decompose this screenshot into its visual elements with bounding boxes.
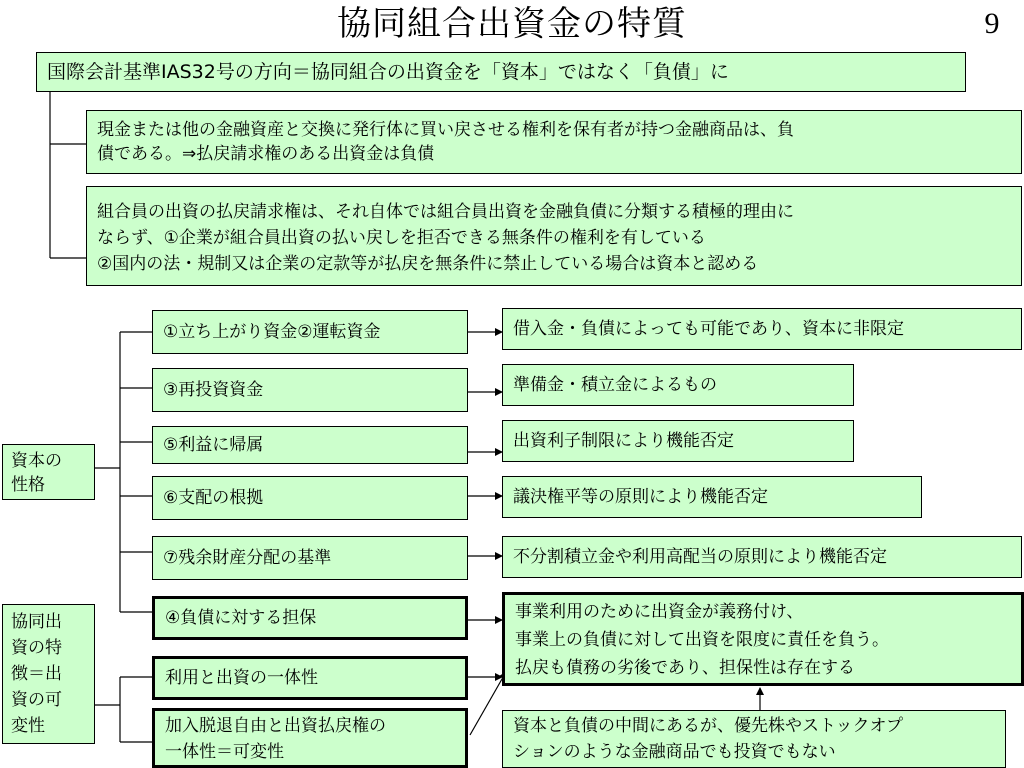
factor-box-control [152, 476, 468, 520]
factor-box-use-investment [152, 656, 468, 700]
result-label: 不分割積立金や利用高配当の原則により機能否定 [513, 547, 887, 567]
ias-header-text: 国際会計基準IAS32号の方向＝協同組合の出資金を「資本」ではなく「負債」に [47, 61, 729, 83]
ias-note-2-box [86, 186, 1022, 286]
ias-note-1-box [86, 110, 1022, 174]
result-box-reinvestment [502, 364, 854, 406]
factor-box-reinvestment [152, 368, 468, 412]
guarantee-result-line-2: 事業上の負債に対して出資を限度に責任を負う。 [515, 630, 889, 650]
capital-nature-label-line-2: 性格 [11, 475, 45, 495]
result-box-residual [502, 536, 1022, 578]
coop-features-label-box [2, 604, 95, 744]
guarantee-result-line-3: 払戻も債務の劣後であり、担保性は存在する [515, 658, 855, 678]
coop-features-label-line-2: 資の特 [11, 638, 62, 658]
factor-label-line-1: 加入脱退自由と出資払戻権の [165, 716, 386, 736]
result-label: 準備金・積立金によるもの [513, 375, 717, 395]
result-label: 出資利子制限により機能否定 [513, 431, 734, 451]
factor-label-line-2: 一体性＝可変性 [165, 742, 284, 762]
factor-box-guarantee [152, 596, 468, 640]
hybrid-note-line-2: ションのような金融商品でも投資でもない [513, 742, 836, 762]
guarantee-result-box [502, 592, 1024, 686]
coop-features-label-line-4: 資の可 [11, 690, 62, 710]
ias-note-1-line-2: 債である。⇒払戻請求権のある出資金は負債 [97, 144, 435, 164]
factor-label: 利用と出資の一体性 [165, 668, 318, 688]
factor-label: ⑥支配の根拠 [163, 488, 264, 508]
page-number: 9 [984, 7, 1000, 40]
factor-box-profit [152, 426, 468, 464]
factor-label: ①立ち上がり資金②運転資金 [163, 322, 381, 342]
guarantee-result-line-1: 事業利用のために出資金が義務付け、 [515, 602, 804, 622]
factor-label: ③再投資資金 [163, 380, 264, 400]
coop-features-label-line-5: 変性 [11, 716, 45, 736]
ias-note-2-line-3: ②国内の法・規制又は企業の定款等が払戻を無条件に禁止している場合は資本と認める [97, 254, 759, 274]
factor-label: ④負債に対する担保 [165, 608, 317, 628]
hybrid-note-line-1: 資本と負債の中間にあるが、優先株やストックオプ [513, 716, 903, 736]
result-label: 議決権平等の原則により機能否定 [513, 487, 768, 507]
result-box-control [502, 476, 922, 518]
result-box-funding [502, 308, 1022, 350]
ias-header-box [36, 52, 966, 92]
factor-box-residual [152, 536, 468, 580]
factor-label: ⑤利益に帰属 [163, 435, 264, 455]
capital-nature-label-box [2, 444, 95, 500]
hybrid-note-box [502, 710, 1006, 768]
factor-label: ⑦残余財産分配の基準 [163, 548, 332, 568]
factor-box-variability [152, 708, 468, 768]
ias-note-2-line-1: 組合員の出資の払戻請求権は、それ自体では組合員出資を金融負債に分類する積極的理由に [97, 202, 794, 222]
capital-nature-label-line-1: 資本の [11, 451, 62, 471]
coop-features-label-line-3: 徴＝出 [11, 664, 62, 684]
ias-note-1-line-1: 現金または他の金融資産と交換に発行体に買い戻させる権利を保有者が持つ金融商品は、負 [97, 120, 794, 140]
result-label: 借入金・負債によっても可能であり、資本に非限定 [513, 319, 904, 339]
slide-title: 協同組合出資金の特質 [337, 4, 687, 44]
coop-features-label-line-1: 協同出 [11, 612, 62, 632]
ias-note-2-line-2: ならず、①企業が組合員出資の払い戻しを拒否できる無条件の権利を有している [97, 228, 706, 248]
result-box-profit [502, 420, 854, 462]
factor-box-funding [152, 310, 468, 354]
